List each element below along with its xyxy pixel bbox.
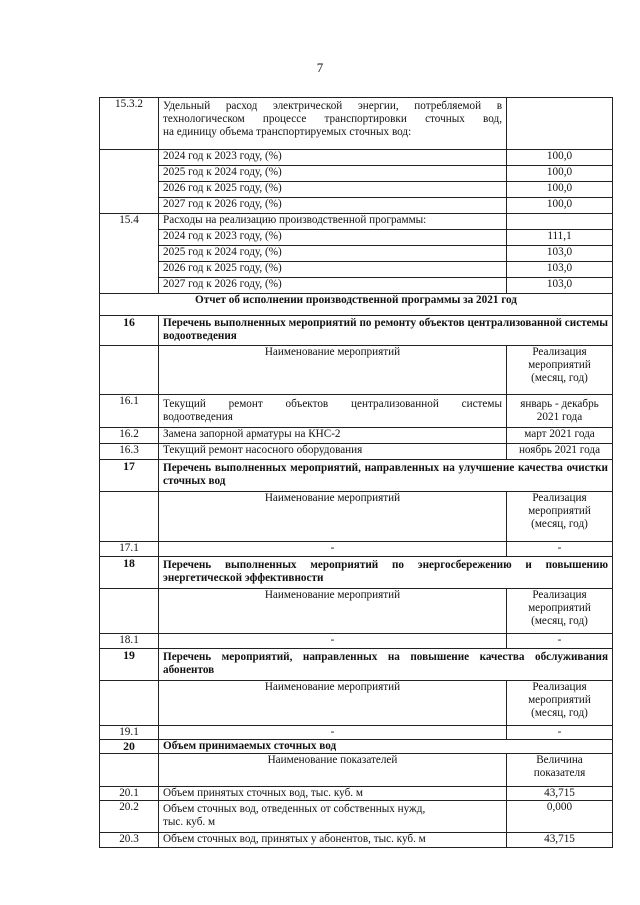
- empty-cell: [100, 754, 159, 787]
- row-number: 16.2: [100, 428, 159, 444]
- empty-cell: [100, 198, 159, 214]
- year-label: 2027 год к 2026 году, (%): [159, 278, 507, 294]
- table-row: [100, 833, 613, 848]
- section-number: 16: [100, 316, 159, 346]
- section-title: Перечень мероприятий, направленных на повышение качества обслуживания абонентов: [159, 649, 613, 681]
- header-line: Реализация: [532, 346, 587, 358]
- table-row: [100, 801, 613, 833]
- column-header-row: [100, 589, 613, 634]
- event-name: -: [159, 726, 507, 740]
- section-number: 20: [100, 740, 159, 754]
- year-label: 2024 год к 2023 году, (%): [159, 230, 507, 246]
- year-value: 100,0: [507, 150, 613, 166]
- header-line: Реализация: [532, 589, 587, 601]
- year-row: [100, 230, 613, 246]
- realization-header: [507, 346, 613, 395]
- table-row: [100, 542, 613, 557]
- text-line: Удельный расход электрической энергии, потребляемой в: [163, 100, 502, 112]
- row-number: 15.3.2: [100, 98, 159, 150]
- year-row: [100, 182, 613, 198]
- header-line: мероприятий: [528, 505, 591, 517]
- section-17-header: [100, 460, 613, 492]
- year-value: 111,1: [507, 230, 613, 246]
- year-value: 100,0: [507, 198, 613, 214]
- header-line: мероприятий: [528, 359, 591, 371]
- row-text: [159, 98, 507, 150]
- event-name-header: Наименование мероприятий: [159, 681, 507, 726]
- indicator-name: Объем сточных вод, принятых у абонентов, тыс. куб. м: [159, 833, 507, 848]
- section-title: Перечень выполненных мероприятий, направленных на улучшение качества очистки сточных вод: [159, 460, 613, 492]
- header-line: (месяц, год): [531, 707, 588, 719]
- header-line: (месяц, год): [531, 615, 588, 627]
- row-number: 20.2: [100, 801, 159, 833]
- empty-cell: [100, 230, 159, 246]
- report-title-row: [100, 294, 613, 316]
- row-text: Расходы на реализацию производственной программы:: [159, 214, 507, 230]
- empty-cell: [100, 246, 159, 262]
- table-row: [100, 395, 613, 428]
- year-value: 103,0: [507, 262, 613, 278]
- event-name: Текущий ремонт насосного оборудования: [159, 444, 507, 460]
- empty-cell: [100, 150, 159, 166]
- event-name: [159, 395, 507, 428]
- column-header-row: [100, 346, 613, 395]
- event-date: -: [507, 634, 613, 649]
- indicator-value: 0,000: [507, 801, 613, 833]
- year-label: 2025 год к 2024 году, (%): [159, 166, 507, 182]
- column-header-row: [100, 681, 613, 726]
- indicator-value-header: [507, 754, 613, 787]
- indicator-name: Объем принятых сточных вод, тыс. куб. м: [159, 787, 507, 801]
- year-label: 2026 год к 2025 году, (%): [159, 182, 507, 198]
- row-number: 20.1: [100, 787, 159, 801]
- year-row: [100, 246, 613, 262]
- indicator-name: [159, 801, 507, 833]
- event-name-header: Наименование мероприятий: [159, 346, 507, 395]
- header-line: мероприятий: [528, 602, 591, 614]
- year-row: [100, 198, 613, 214]
- event-name: Замена запорной арматуры на КНС-2: [159, 428, 507, 444]
- section-20-header: [100, 740, 613, 754]
- section-number: 18: [100, 557, 159, 589]
- page-number: 7: [316, 60, 324, 75]
- row-number: 20.3: [100, 833, 159, 848]
- section-title: Перечень выполненных мероприятий по ремонту объектов централизованной системы водоотведения: [159, 316, 613, 346]
- event-name-header: Наименование мероприятий: [159, 492, 507, 542]
- row-number: 16.1: [100, 395, 159, 428]
- table-row: [100, 444, 613, 460]
- program-table: [99, 97, 613, 848]
- empty-cell: [100, 182, 159, 198]
- row-number: 16.3: [100, 444, 159, 460]
- text-line: Текущий ремонт объектов централизованной системы: [163, 398, 502, 410]
- year-value: 100,0: [507, 166, 613, 182]
- realization-header: [507, 589, 613, 634]
- empty-cell: [100, 278, 159, 294]
- value-cell: [507, 214, 613, 230]
- header-line: (месяц, год): [531, 372, 588, 384]
- empty-cell: [100, 346, 159, 395]
- text-line: январь - декабрь: [520, 398, 599, 410]
- row-number: 15.4: [100, 214, 159, 230]
- event-name: -: [159, 634, 507, 649]
- section-18-header: [100, 557, 613, 589]
- event-date: ноябрь 2021 года: [507, 444, 613, 460]
- row-15-3-2: [100, 98, 613, 150]
- row-number: 19.1: [100, 726, 159, 740]
- row-15-4: [100, 214, 613, 230]
- text-line: водоотведения: [163, 411, 233, 423]
- header-line: Величина: [536, 754, 583, 766]
- year-label: 2025 год к 2024 году, (%): [159, 246, 507, 262]
- text-line: 2021 года: [536, 411, 583, 423]
- text-line: тыс. куб. м: [163, 816, 216, 828]
- event-date: -: [507, 542, 613, 557]
- section-number: 17: [100, 460, 159, 492]
- realization-header: [507, 492, 613, 542]
- year-row: [100, 166, 613, 182]
- table-row: [100, 634, 613, 649]
- year-row: [100, 278, 613, 294]
- empty-cell: [100, 166, 159, 182]
- event-date: март 2021 года: [507, 428, 613, 444]
- header-line: показателя: [533, 767, 586, 779]
- realization-header: [507, 681, 613, 726]
- column-header-row: [100, 492, 613, 542]
- table-row: [100, 726, 613, 740]
- section-19-header: [100, 649, 613, 681]
- report-title: Отчет об исполнении производственной программы за 2021 год: [100, 294, 613, 316]
- header-line: Реализация: [532, 492, 587, 504]
- year-row: [100, 262, 613, 278]
- empty-cell: [100, 681, 159, 726]
- header-line: Реализация: [532, 681, 587, 693]
- text-line: Объем сточных вод, отведенных от собственных нужд,: [163, 803, 426, 815]
- value-cell: [507, 98, 613, 150]
- empty-cell: [100, 589, 159, 634]
- table-row: [100, 428, 613, 444]
- empty-cell: [100, 492, 159, 542]
- row-number: 18.1: [100, 634, 159, 649]
- indicator-value: 43,715: [507, 833, 613, 848]
- row-number: 17.1: [100, 542, 159, 557]
- section-title: Объем принимаемых сточных вод: [159, 740, 613, 754]
- event-name: -: [159, 542, 507, 557]
- empty-cell: [100, 262, 159, 278]
- section-title: Перечень выполненных мероприятий по энергосбережению и повышению энергетической эффективности: [159, 557, 613, 589]
- section-number: 19: [100, 649, 159, 681]
- year-value: 103,0: [507, 246, 613, 262]
- year-value: 100,0: [507, 182, 613, 198]
- year-label: 2027 год к 2026 году, (%): [159, 198, 507, 214]
- text-line: технологическом процессе транспортировки сточных вод,: [163, 113, 502, 125]
- header-line: мероприятий: [528, 694, 591, 706]
- year-label: 2026 год к 2025 году, (%): [159, 262, 507, 278]
- year-value: 103,0: [507, 278, 613, 294]
- event-date: -: [507, 726, 613, 740]
- indicator-value: 43,715: [507, 787, 613, 801]
- year-row: [100, 150, 613, 166]
- section-16-header: [100, 316, 613, 346]
- text-line: на единицу объема транспортируемых сточных вод:: [163, 126, 412, 138]
- table-row: [100, 787, 613, 801]
- event-date: [507, 395, 613, 428]
- header-line: (месяц, год): [531, 518, 588, 530]
- column-header-row: [100, 754, 613, 787]
- event-name-header: Наименование мероприятий: [159, 589, 507, 634]
- indicator-name-header: Наименование показателей: [159, 754, 507, 787]
- year-label: 2024 год к 2023 году, (%): [159, 150, 507, 166]
